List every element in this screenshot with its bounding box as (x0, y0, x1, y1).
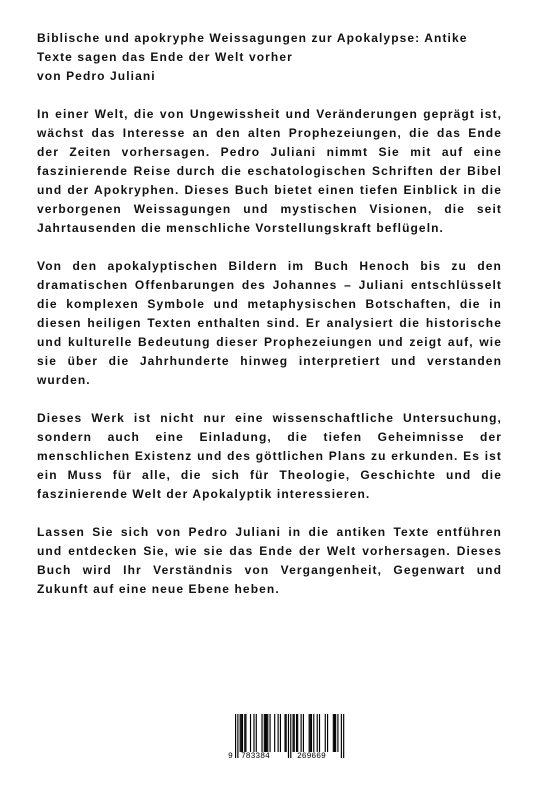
blurb-paragraph-1: In einer Welt, die von Ungewissheit und Veränderungen geprägt ist, wächst das Interesse an den alten Prophezeiungen, die das Ende der Zeiten vorhersagen. Pedro Juliani nimmt Sie mit auf eine faszinierende Reise durch die eschatologischen Schriften der Bibel und der Apokryphen. Dieses Buch bietet einen tiefen Einblick in die verborgenen Weissagungen und mystischen Visionen, die seit Jahrtausenden die menschliche Vorstellungskraft beflügeln. (37, 107, 502, 235)
barcode-bar (244, 714, 245, 752)
barcode-digits-right: 269669 (297, 752, 326, 761)
barcode-bar (266, 714, 267, 752)
blurb-paragraph-3: Dieses Werk ist nicht nur eine wissenschaftliche Untersuchung, sondern auch eine Einladung, die tiefen Geheimnisse der menschlichen Existenz und des göttlichen Plans zu erkunden. Es ist ein Muss für alle, die sich für Theologie, Geschichte und die faszinierende Welt der Apokalyptik interessieren. (37, 411, 502, 501)
barcode-bar (245, 714, 246, 752)
barcode-bar (335, 714, 336, 752)
barcode-bar (250, 714, 251, 752)
barcode-bar (303, 714, 304, 752)
barcode-bar (267, 714, 268, 752)
barcode-bar (301, 714, 302, 752)
barcode-bar (253, 714, 254, 752)
barcode-digits (227, 752, 345, 762)
title-block (37, 29, 502, 86)
barcode-bar (274, 714, 275, 752)
barcode-bar (256, 714, 257, 752)
barcode-bar (337, 714, 338, 752)
barcode-bar (311, 714, 312, 752)
barcode-bar (317, 714, 318, 752)
barcode-bar (293, 714, 294, 752)
barcode-bar (286, 714, 287, 752)
barcode-bar (278, 714, 279, 752)
barcode-bar (294, 714, 295, 752)
barcode-bar (333, 714, 334, 752)
barcode-bar (261, 714, 262, 752)
blurb-paragraph-2: Von den apokalyptischen Bildern im Buch Henoch bis zu den dramatischen Offenbarungen des Johannes – Juliani entschlüsselt die komplexen Symbole und metaphysischen Botschaften, die in diesen heiligen Texten enthalten sind. Er analysiert die historische und kulturelle Bedeutung dieser Prophezeiungen und zeigt auf, wie sie über die Jahrhunderte hinweg interpretiert und verstanden wurden. (37, 259, 502, 387)
isbn-barcode (227, 713, 345, 763)
barcode-bar (334, 714, 335, 752)
barcode-bar (241, 714, 242, 752)
book-title-line-2: Texte sagen das Ende der Welt vorher (37, 50, 293, 64)
barcode-bar (242, 714, 243, 752)
barcode-bar (327, 714, 328, 752)
barcode-bar (309, 714, 310, 752)
barcode-bar (319, 714, 320, 752)
barcode-bar (265, 714, 266, 752)
barcode-bar (313, 714, 314, 752)
book-title-line-1: Biblische und apokryphe Weissagungen zur Apokalypse: Antike (37, 31, 468, 45)
barcode-bar (240, 714, 241, 752)
barcode-bar (325, 714, 326, 752)
back-cover-text (37, 29, 502, 618)
author-line: von Pedro Juliani (37, 69, 156, 83)
barcode-bar (270, 714, 271, 752)
barcode-bar (296, 714, 297, 752)
barcode-digit-first: 9 (228, 752, 233, 761)
blurb-paragraph-4: Lassen Sie sich von Pedro Juliani in die antiken Texte entführen und entdecken Sie, wie sie das Ende der Welt vorhersagen. Dieses Buch wird Ihr Verständnis von Vergangenheit, Gegenwart und Zukunft auf eine neue Ebene heben. (37, 525, 502, 596)
barcode-digits-left: 783384 (241, 752, 270, 761)
barcode-bar (284, 714, 285, 752)
barcode-bar (310, 714, 311, 752)
barcode-bar (264, 714, 265, 752)
barcode-bar (280, 714, 281, 752)
barcode-bar (297, 714, 298, 752)
